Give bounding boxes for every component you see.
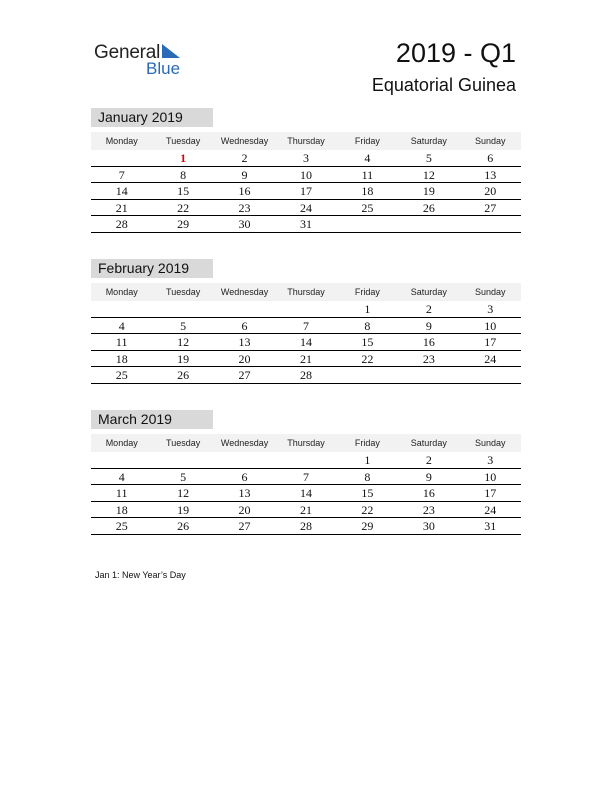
weekday-label: Saturday	[410, 136, 447, 146]
week-row	[91, 351, 521, 368]
day-cell: 8	[364, 469, 371, 484]
day-cell: 5	[425, 151, 432, 165]
day-cell: 18	[115, 351, 128, 366]
month-calendar-march	[91, 410, 521, 535]
day-cell: 22	[361, 502, 374, 517]
weekday-label: Monday	[105, 438, 138, 448]
day-cell: 10	[484, 469, 497, 484]
day-cell-holiday: 1	[180, 151, 187, 165]
day-cell: 7	[302, 318, 309, 333]
logo-triangle-icon	[162, 44, 180, 58]
weekday-label: Friday	[354, 438, 380, 448]
day-cell: 26	[177, 368, 190, 382]
day-cell: 13	[238, 335, 251, 349]
day-cell: 6	[487, 151, 494, 165]
day-cell: 12	[422, 167, 435, 182]
day-cell: 16	[238, 184, 251, 198]
month-calendar-february	[91, 259, 521, 384]
day-cell: 2	[241, 151, 248, 165]
day-cell: 16	[422, 486, 435, 500]
day-cell	[337, 367, 398, 383]
day-cell	[398, 216, 459, 232]
week-row	[91, 183, 521, 200]
day-cell: 20	[484, 184, 497, 198]
weekday-label: Sunday	[474, 136, 506, 146]
day-cell: 3	[302, 151, 309, 165]
day-cell: 17	[484, 486, 497, 500]
day-cell: 1	[364, 302, 371, 316]
month-calendar-january	[91, 108, 521, 233]
day-cell: 25	[115, 519, 128, 533]
day-cell: 19	[422, 184, 435, 198]
day-cell: 30	[238, 217, 251, 231]
day-cell: 17	[299, 184, 312, 198]
weekday-label: Monday	[105, 287, 138, 297]
day-cell: 3	[487, 453, 494, 467]
day-cell: 5	[180, 318, 187, 333]
weekday-label: Friday	[354, 287, 380, 297]
day-cell: 23	[422, 502, 435, 517]
day-cell: 8	[364, 318, 371, 333]
weekday-label: Sunday	[474, 287, 506, 297]
day-cell: 23	[238, 200, 251, 215]
day-cell: 22	[177, 200, 190, 215]
day-cell: 16	[422, 335, 435, 349]
weekday-label: Thursday	[287, 287, 325, 297]
day-cell: 20	[238, 351, 251, 366]
day-cell: 13	[238, 486, 251, 500]
day-cell	[214, 301, 275, 317]
generalblue-logo	[94, 40, 204, 80]
day-cell: 27	[484, 200, 497, 215]
day-cell: 3	[487, 302, 494, 316]
day-cell: 28	[299, 368, 312, 382]
day-cell: 18	[115, 502, 128, 517]
week-row	[91, 518, 521, 535]
day-cell: 14	[299, 335, 312, 349]
day-cell: 13	[484, 167, 497, 182]
day-cell	[337, 216, 398, 232]
day-cell	[398, 367, 459, 383]
month-title: February 2019	[91, 259, 213, 278]
day-cell: 21	[299, 351, 312, 366]
day-cell: 25	[115, 368, 128, 382]
day-cell	[275, 301, 336, 317]
weekday-header-row	[91, 132, 521, 150]
day-cell: 26	[177, 519, 190, 533]
day-cell: 26	[422, 200, 435, 215]
logo-text-general: General	[94, 42, 161, 63]
week-row	[91, 367, 521, 384]
day-cell: 25	[361, 200, 374, 215]
day-cell: 31	[484, 519, 497, 533]
weekday-label: Tuesday	[166, 287, 201, 297]
day-cell: 15	[361, 486, 374, 500]
weekday-label: Monday	[105, 136, 138, 146]
day-cell: 22	[361, 351, 374, 366]
day-cell	[152, 301, 213, 317]
weekday-header-row	[91, 283, 521, 301]
week-row	[91, 167, 521, 184]
week-row	[91, 216, 521, 233]
week-row	[91, 301, 521, 318]
day-cell: 27	[238, 519, 251, 533]
weekday-label: Sunday	[474, 438, 506, 448]
day-cell: 11	[361, 167, 374, 182]
day-cell: 9	[425, 469, 432, 484]
week-row	[91, 200, 521, 217]
day-cell: 14	[299, 486, 312, 500]
day-cell	[460, 367, 521, 383]
holiday-note: Jan 1: New Year’s Day	[95, 570, 186, 580]
day-cell: 24	[484, 351, 497, 366]
day-cell: 12	[177, 335, 190, 349]
week-row	[91, 318, 521, 335]
day-cell: 18	[361, 184, 374, 198]
weekday-label: Wednesday	[220, 136, 269, 146]
day-cell: 8	[180, 167, 187, 182]
week-row	[91, 502, 521, 519]
day-cell: 7	[118, 167, 125, 182]
day-cell: 10	[299, 167, 312, 182]
weekday-label: Saturday	[410, 287, 447, 297]
day-cell: 12	[177, 486, 190, 500]
day-cell	[460, 216, 521, 232]
day-cell: 7	[302, 469, 309, 484]
week-row	[91, 452, 521, 469]
day-cell	[91, 452, 152, 468]
day-cell: 19	[177, 351, 190, 366]
month-title: March 2019	[91, 410, 213, 429]
day-cell: 6	[241, 318, 248, 333]
week-row	[91, 334, 521, 351]
day-cell: 6	[241, 469, 248, 484]
day-cell	[91, 301, 152, 317]
week-row	[91, 469, 521, 486]
day-cell: 23	[422, 351, 435, 366]
day-cell: 9	[241, 167, 248, 182]
day-cell: 9	[425, 318, 432, 333]
day-cell: 1	[364, 453, 371, 467]
month-title: January 2019	[91, 108, 213, 127]
day-cell	[91, 150, 152, 166]
day-cell: 10	[484, 318, 497, 333]
day-cell: 24	[484, 502, 497, 517]
day-cell	[152, 452, 213, 468]
day-cell	[214, 452, 275, 468]
country-name: Equatorial Guinea	[371, 75, 516, 95]
weekday-label: Wednesday	[220, 287, 269, 297]
weekday-label: Wednesday	[220, 438, 269, 448]
day-cell: 21	[115, 200, 128, 215]
day-cell: 28	[115, 217, 128, 231]
day-cell: 27	[238, 368, 251, 382]
day-cell: 28	[299, 519, 312, 533]
weekday-header-row	[91, 434, 521, 452]
day-cell: 24	[299, 200, 312, 215]
day-cell: 4	[118, 469, 125, 484]
weekday-label: Tuesday	[166, 136, 201, 146]
weekday-label: Thursday	[287, 438, 325, 448]
day-cell: 29	[177, 217, 190, 231]
day-cell: 31	[299, 217, 312, 231]
day-cell: 2	[425, 302, 432, 316]
day-cell: 30	[422, 519, 435, 533]
day-cell: 17	[484, 335, 497, 349]
week-row	[91, 150, 521, 167]
day-cell: 4	[118, 318, 125, 333]
day-cell: 11	[115, 335, 128, 349]
weekday-label: Tuesday	[166, 438, 201, 448]
weekday-label: Friday	[354, 136, 380, 146]
day-cell: 15	[177, 184, 190, 198]
day-cell: 4	[364, 151, 371, 165]
day-cell: 19	[177, 502, 190, 517]
day-cell: 2	[425, 453, 432, 467]
weekday-label: Saturday	[410, 438, 447, 448]
day-cell	[275, 452, 336, 468]
day-cell: 5	[180, 469, 187, 484]
week-row	[91, 485, 521, 502]
quarter-title: 2019 - Q1	[395, 38, 516, 68]
weekday-label: Thursday	[287, 136, 325, 146]
day-cell: 21	[299, 502, 312, 517]
day-cell: 14	[115, 184, 128, 198]
day-cell: 11	[115, 486, 128, 500]
day-cell: 20	[238, 502, 251, 517]
day-cell: 29	[361, 519, 374, 533]
logo-text-blue: Blue	[146, 59, 181, 78]
day-cell: 15	[361, 335, 374, 349]
